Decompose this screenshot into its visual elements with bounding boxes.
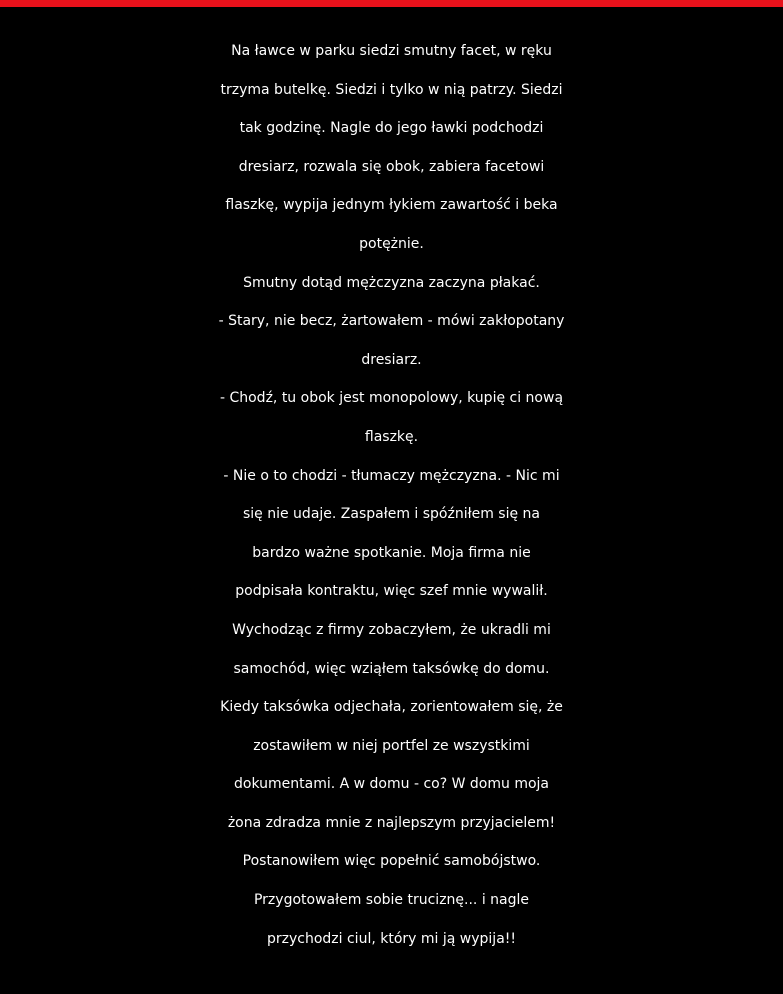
- story-line: dresiarz, rozwala się obok, zabiera facetowi: [238, 158, 545, 175]
- story-text-block: [0, 32, 783, 958]
- story-line: Smutny dotąd mężczyzna zaczyna płakać.: [243, 274, 540, 291]
- story-line: samochód, więc wziąłem taksówkę do domu.: [233, 660, 550, 677]
- story-line: tak godzinę. Nagle do jego ławki podchodzi: [239, 120, 544, 137]
- story-line: Przygotowałem sobie truciznę... i nagle: [253, 892, 530, 909]
- story-line: przychodzi ciul, który mi ją wypija!!: [267, 930, 516, 947]
- story-line: flaszkę.: [364, 428, 419, 445]
- story-line: Kiedy taksówka odjechała, zorientowałem się, że: [220, 699, 563, 716]
- story-line: - Nie o to chodzi - tłumaczy mężczyzna. - Nic mi: [223, 467, 560, 484]
- story-line: dokumentami. A w domu - co? W domu moja: [234, 776, 549, 793]
- story-line: się nie udaje. Zaspałem i spóźniłem się na: [242, 506, 540, 523]
- story-line: flaszkę, wypija jednym łykiem zawartość i beka: [225, 197, 558, 214]
- story-line: Wychodząc z firmy zobaczyłem, że ukradli mi: [232, 621, 551, 638]
- story-line: - Stary, nie becz, żartowałem - mówi zakłopotany: [218, 313, 565, 330]
- story-line: zostawiłem w niej portfel ze wszystkimi: [253, 737, 530, 754]
- story-line: trzyma butelkę. Siedzi i tylko w nią patrzy. Siedzi: [220, 81, 563, 98]
- story-line: bardzo ważne spotkanie. Moja firma nie: [252, 544, 531, 561]
- story-line: podpisała kontraktu, więc szef mnie wywalił.: [235, 583, 548, 600]
- story-line: potężnie.: [359, 235, 424, 252]
- story-line: żona zdradza mnie z najlepszym przyjacielem!: [227, 814, 556, 831]
- story-line: dresiarz.: [361, 351, 422, 368]
- story-line: Postanowiłem więc popełnić samobójstwo.: [242, 853, 541, 870]
- top-accent-bar: [0, 0, 783, 7]
- story-line: - Chodź, tu obok jest monopolowy, kupię ci nową: [219, 390, 564, 407]
- story-line: Na ławce w parku siedzi smutny facet, w ręku: [231, 43, 552, 59]
